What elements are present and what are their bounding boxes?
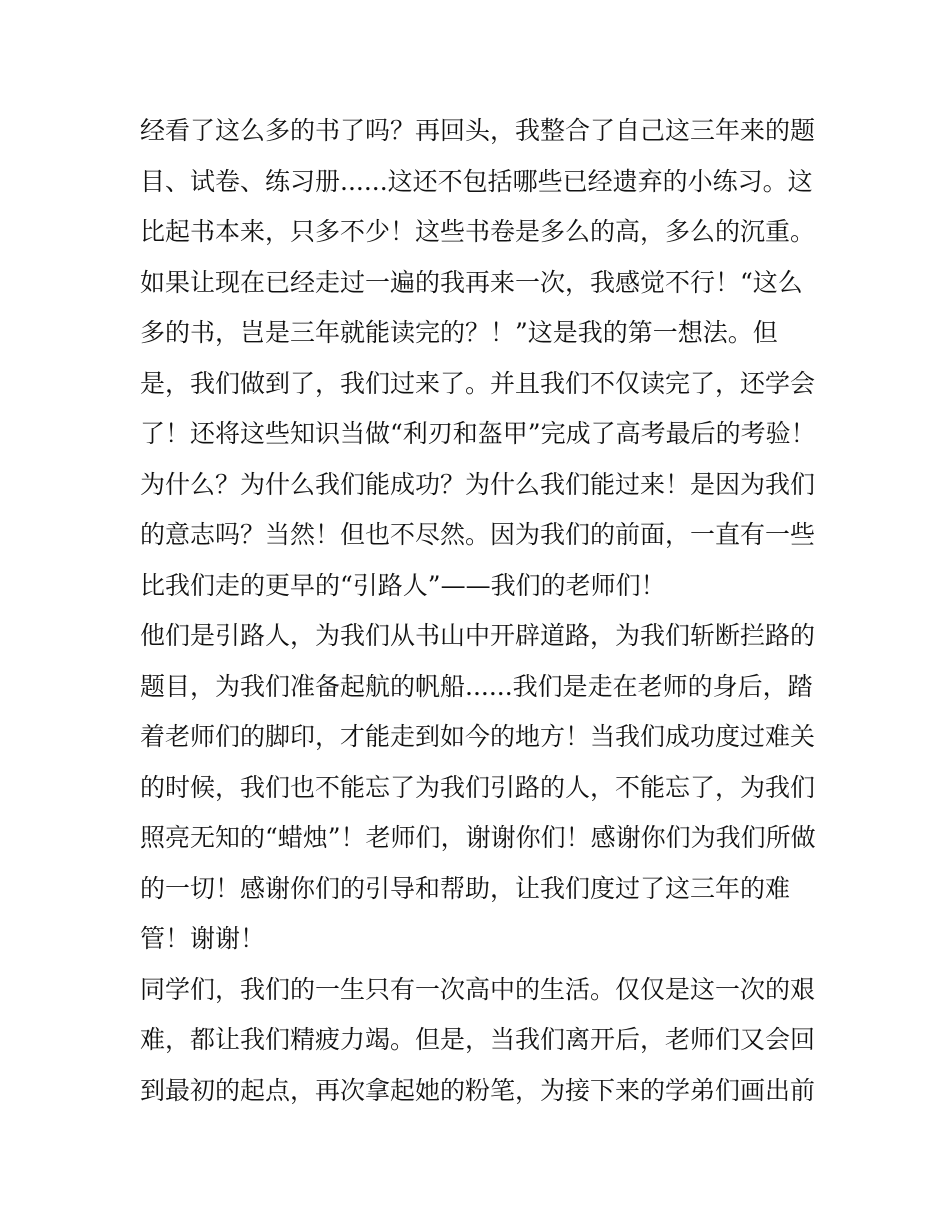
text-line: 多的书，岂是三年就能读完的？！”这是我的第一想法。但 — [140, 318, 778, 347]
text-line: 比起书本来，只多不少！这些书卷是多么的高，多么的沉重。 — [140, 217, 816, 246]
text-line: 的时候，我们也不能忘了为我们引路的人，不能忘了，为我们 — [140, 772, 816, 802]
text-line: 的意志吗？当然！但也不尽然。因为我们的前面，一直有一些 — [140, 520, 816, 549]
text-line: 题目，为我们准备起航的帆船......我们是走在老师的身后，踏 — [140, 671, 813, 701]
text-line: 如果让现在已经走过一遍的我再来一次，我感觉不行！“这么 — [140, 267, 803, 297]
body-text — [140, 106, 820, 1116]
text-line: 经看了这么多的书了吗？再回头，我整合了自己这三年来的题 — [140, 116, 816, 145]
text-line: 着老师们的脚印，才能走到如今的地方！当我们成功度过难关 — [140, 722, 816, 751]
text-line: 到最初的起点，再次拿起她的粉笔，为接下来的学弟们画出前 — [140, 1075, 816, 1105]
text-line: 比我们走的更早的“引路人”——我们的老师们！ — [140, 570, 666, 600]
text-line: 是，我们做到了，我们过来了。并且我们不仅读完了，还学会 — [140, 368, 816, 398]
text-line: 照亮无知的“蜡烛”！老师们，谢谢你们！感谢你们为我们所做 — [140, 823, 816, 852]
text-line: 目、试卷、练习册......这还不包括哪些已经遗弃的小练习。这 — [140, 166, 813, 196]
text-line: 了！还将这些知识当做“利刃和盔甲”完成了高考最后的考验！ — [140, 419, 816, 448]
text-line: 他们是引路人，为我们从书山中开辟道路，为我们斩断拦路的 — [140, 621, 816, 650]
text-line: 的一切！感谢你们的引导和帮助，让我们度过了这三年的难 — [140, 873, 791, 903]
text-line: 为什么？为什么我们能成功？为什么我们能过来！是因为我们 — [140, 469, 816, 499]
text-line: 同学们，我们的一生只有一次高中的生活。仅仅是这一次的艰 — [140, 974, 816, 1004]
text-line: 管！谢谢！ — [140, 924, 266, 953]
text-line: 难，都让我们精疲力竭。但是，当我们离开后，老师们又会回 — [140, 1025, 816, 1054]
